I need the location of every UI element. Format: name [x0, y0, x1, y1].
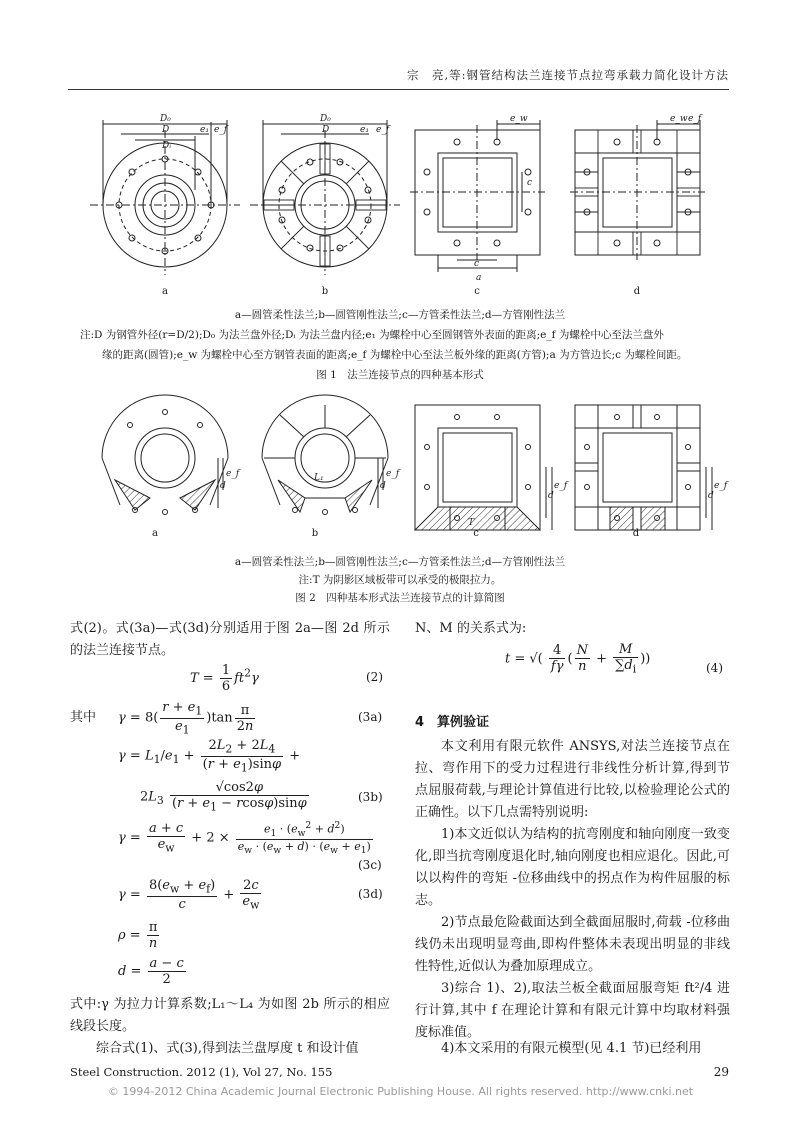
nm-relation-text: N、M 的关系式为:: [415, 621, 527, 636]
fig1-panel-b-label: b: [321, 286, 329, 297]
equation-2-number: (2): [366, 670, 383, 684]
equation-4: t = √( $\frac{4}{f\gamma}$ ( $\frac{N}{n}$ + $\frac{M}{\sum d_i}$ )): [505, 642, 651, 676]
figure-1-note-line1: 注:D 为钢管外径(r=D/2);D₀ 为法兰盘外径;Dᵢ 为法兰盘内径;e₁ 为螺栓中心至圆钢管外表面的距离;e_f 为螺栓中心至法兰盘外: [80, 329, 664, 341]
equation-d: d = $\frac{a - c}{2}$: [118, 956, 184, 987]
equation-3d: γ = $\frac{8(e_w + e_f)}{c}$ + $\frac{2c}{e_w}$: [118, 878, 260, 912]
section-4-title: 4 算例验证: [415, 715, 490, 730]
fig1c-label-ew: e_w: [510, 114, 528, 124]
equation-3c-number: (3c): [358, 858, 382, 872]
fig1-panel-c-drawing: [410, 120, 545, 272]
fig1b-label-D: D: [322, 125, 330, 135]
fig1a-label-D: D: [162, 125, 170, 135]
fig2-panel-a-drawing: [102, 395, 228, 515]
left-combine: 综合式(1)、式(3),得到法兰盘厚度 t 和设计值: [96, 1041, 359, 1056]
fig2a-label-d: d: [220, 481, 226, 491]
fig1-panel-a-label: a: [162, 286, 168, 297]
figure-2-note: 注:T 为阴影区域板带可以承受的极限拉力。: [298, 574, 502, 586]
figure-2-caption: 图 2 四种基本形式法兰连接节点的计算简图: [295, 592, 505, 604]
equation-3d-number: (3d): [358, 887, 383, 901]
equation-3c: γ = $\frac{a + c}{e_w}$ + 2 × $\frac{e_1 \cdot (e_w^2 + d^2)}{e_w \cdot (e_w + d) \cdot (e_w + e_1)}$: [118, 820, 371, 857]
fig1c-label-c-right: c: [527, 178, 533, 188]
fig1a-label-e1: e₁: [200, 125, 209, 135]
fig2d-label-ef: e_f: [714, 481, 728, 491]
equation-3b-number: (3b): [358, 790, 383, 804]
figure-1-caption: 图 1 法兰连接节点的四种基本形式: [316, 369, 484, 381]
equation-3a: γ = 8( $\frac{r + e_1}{e_1}$ )tan $\frac{\pi}{2n}$: [118, 700, 254, 737]
fig1b-label-Do: D₀: [320, 114, 331, 124]
fig1d-label-ew: e_w: [670, 114, 688, 124]
running-title: 宗 亮,等:钢管结构法兰连接节点拉弯承载力简化设计方法: [406, 68, 729, 82]
equation-3b-line1: $\gamma = L_1/e_1$ + $\frac{2L_2 + 2L_4}{(r + e_1)\sin\varphi}$ +: [118, 738, 301, 775]
fig1c-label-c: c: [474, 259, 480, 269]
figure-1: [90, 110, 720, 300]
page-number: 29: [713, 1065, 729, 1079]
fig2a-label-ef: e_f: [226, 469, 240, 479]
paragraph-1: 本文利用有限元软件 ANSYS,对法兰连接节点在拉、弯作用下的受力过程进行非线性分析计算,得到节点屈服荷载,与理论计算值进行比较,以检验理论公式的正确性。以下几点需特别说明:: [415, 739, 730, 820]
fig2c-label-d: d: [548, 491, 554, 501]
fig2-panel-d-label: d: [632, 528, 640, 539]
fig2b-label-L1: L₁: [314, 473, 324, 483]
paragraph-5: 4)本文采用的有限元模型(见 4.1 节)已经利用: [441, 1041, 702, 1056]
figure-1-note-line2: 缘的距离(圆管);e_w 为螺栓中心至方钢管表面的距离;e_f 为螺栓中心至法兰板外缘的距离(方管);a 为方管边长;c 为螺栓间距。: [102, 349, 688, 361]
fig2c-label-T: T: [468, 518, 475, 528]
fig1-panel-d-label: d: [633, 286, 641, 297]
fig1a-label-Do: D₀: [160, 114, 171, 124]
fig2-panel-c-drawing: [415, 405, 552, 530]
paragraph-3: 2)节点最危险截面达到全截面屈服时,荷载 -位移曲线仍未出现明显弯曲,即构件整体未表现出明显的非线性特性,近似认为叠加原理成立。: [415, 915, 730, 974]
fig2b-label-ef: e_f: [386, 469, 400, 479]
fig1c-label-a: a: [476, 273, 482, 283]
fig2-panel-d-drawing: [575, 405, 712, 530]
fig2b-label-d: d: [380, 481, 386, 491]
figure-2: [90, 400, 728, 550]
paragraph-4: 3)综合 1)、2),取法兰板全截面屈服弯矩 ft²/4 进行计算,其中 f 在理论计算和有限元计算中均取材料强度标准值。: [415, 981, 730, 1040]
figure-1-legend: a—圆管柔性法兰;b—圆管刚性法兰;c—方管柔性法兰;d—方管刚性法兰: [234, 309, 566, 321]
fig1a-label-ef: e_f: [214, 125, 228, 135]
equation-rho: ρ = $\frac{\pi}{n}$: [118, 920, 158, 951]
fig2d-label-d: d: [708, 491, 714, 501]
header-rule: [68, 89, 729, 90]
fig1d-label-ef: e_f: [688, 114, 702, 124]
equation-2: T = $\frac{1}{6}$ $ft^2\gamma$: [190, 663, 259, 694]
equation-3b-line2: $2L_3$ $\frac{√\cos 2\varphi}{(r + e_1 - rcos\varphi)\sin\varphi}$: [140, 780, 307, 814]
paragraph-2: 1)本文近似认为结构的抗弯刚度和轴向刚度一致变化,即当抗弯刚度退化时,轴向刚度也相应退化。因此,可以以构件的弯矩 -位移曲线中的拐点作为构件屈服的标志。: [415, 827, 730, 908]
figure-1-drawings: [90, 110, 720, 300]
fig2-panel-a-label: a: [152, 528, 158, 539]
left-intro: 式(2)。式(3a)—式(3d)分别适用于图 2a—图 2d 所示的法兰连接节点。: [70, 621, 390, 658]
symbol-definitions: 式中:γ 为拉力计算系数;L₁～L₄ 为如图 2b 所示的相应线段长度。: [70, 997, 390, 1034]
running-header: [0, 55, 801, 97]
fig1b-label-e1: e₁: [360, 125, 369, 135]
fig1-panel-c-label: c: [474, 286, 480, 297]
fig2-panel-c-label: c: [473, 528, 479, 539]
equation-4-number: (4): [706, 661, 723, 675]
equation-3a-number: (3a): [358, 710, 383, 724]
figure-2-legend: a—圆管柔性法兰;b—圆管刚性法兰;c—方管柔性法兰;d—方管刚性法兰: [234, 556, 566, 568]
fig2-panel-b-drawing: [262, 395, 388, 515]
journal-footer: Steel Construction. 2012 (1), Vol 27, No. 155: [70, 1065, 333, 1079]
fig1b-label-ef: e_f: [376, 125, 390, 135]
fig1-panel-d-drawing: [570, 120, 705, 260]
copyright-notice: © 1994-2012 China Academic Journal Electronic Publishing House. All rights reserved. http://www.cnki.net: [107, 1085, 694, 1098]
fig1-panel-b-drawing: [250, 120, 400, 275]
fig2c-label-ef: e_f: [554, 481, 568, 491]
fig1a-label-Di: Dᵢ: [162, 141, 172, 151]
where-label: 其中: [70, 710, 97, 725]
fig2-panel-b-label: b: [311, 528, 319, 539]
